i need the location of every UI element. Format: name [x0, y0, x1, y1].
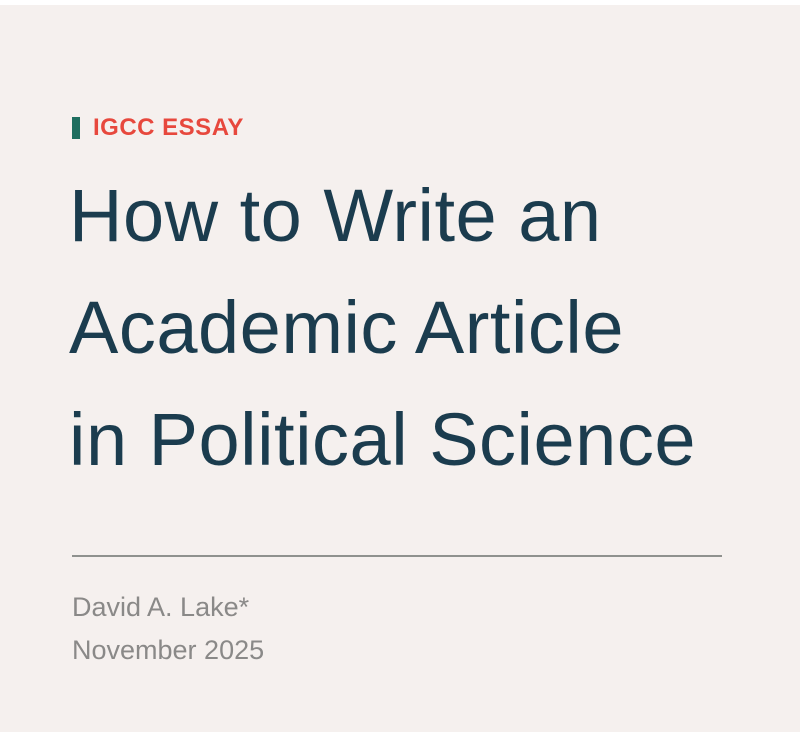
- essay-type-eyebrow: [72, 116, 244, 140]
- accent-bar-icon: [72, 117, 80, 139]
- page-title-line-1: How to Write an: [69, 174, 602, 257]
- publication-date: November 2025: [72, 635, 265, 665]
- author-name: David A. Lake*: [72, 592, 250, 622]
- essay-type-label: IGCC ESSAY: [93, 114, 244, 141]
- page-title-line-2: Academic Article: [69, 286, 624, 369]
- page-title: [69, 160, 769, 496]
- page-title-line-3: in Political Science: [69, 398, 696, 481]
- byline: [72, 586, 264, 672]
- horizontal-divider: [72, 555, 722, 557]
